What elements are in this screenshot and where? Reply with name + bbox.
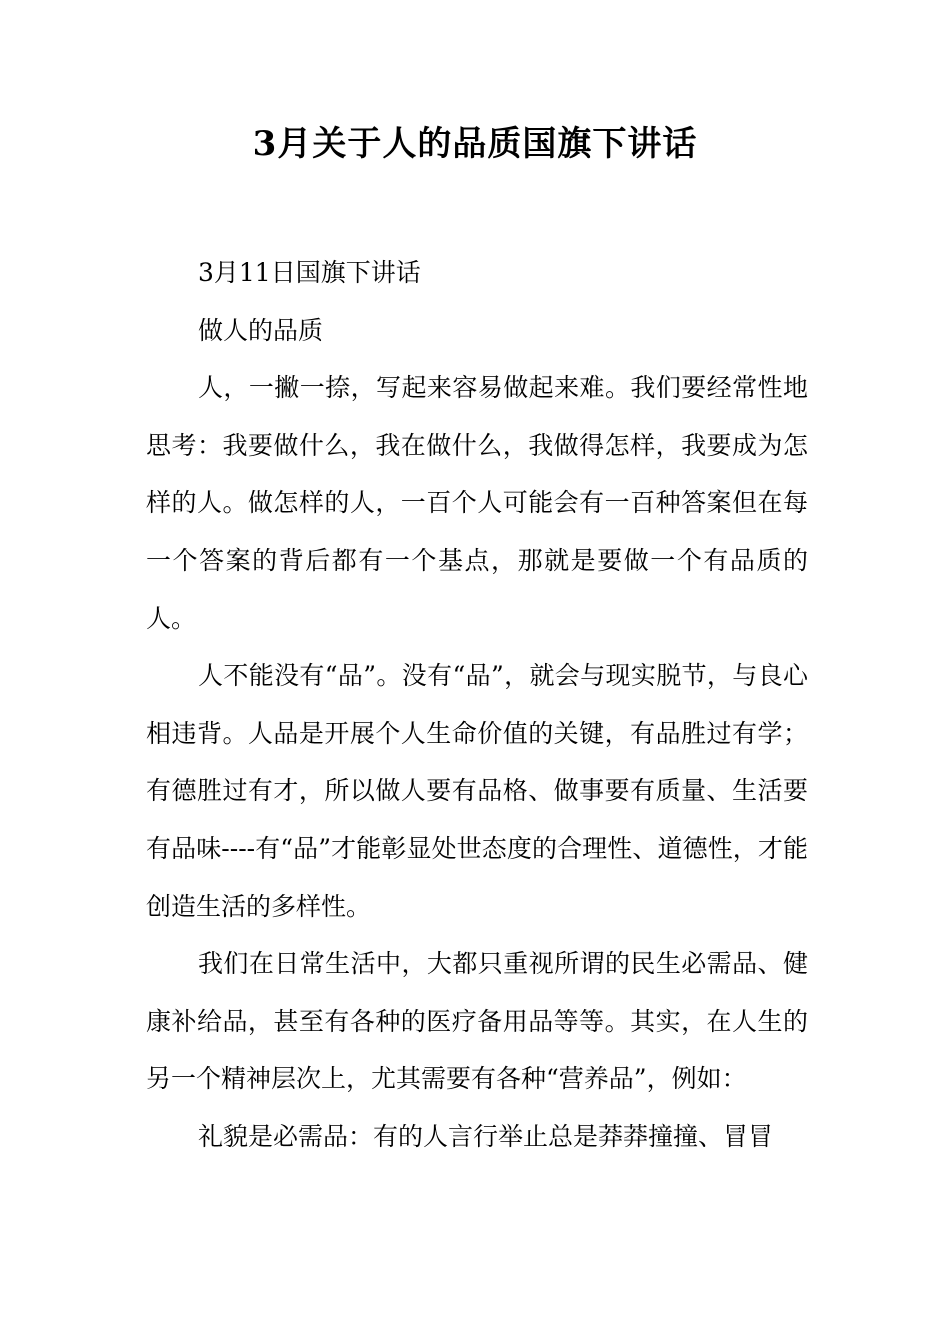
document-title: 3月关于人的品质国旗下讲话	[252, 124, 698, 164]
paragraph-date-line: 3月11日国旗下讲话	[198, 258, 421, 287]
paragraph-subtitle: 做人的品质	[198, 315, 324, 345]
paragraph: 礼貌是必需品：有的人言行举止总是莽莽撞撞、冒冒	[198, 1121, 774, 1151]
paragraph: 人，一撇一捺，写起来容易做起来难。我们要经常性地思考：我要做什么，我在做什么，我做得怎样，我要成为怎样的人。做怎样的人，一百个人可能会有一百种答案但在每一个答案的背后都有一个基点，那就是要做一个有品质的人。	[146, 373, 808, 633]
document-body	[146, 244, 808, 1166]
paragraph: 我们在日常生活中，大都只重视所谓的民生必需品、健康补给品，甚至有各种的医疗备用品等等。其实，在人生的另一个精神层次上，尤其需要有各种“营养品”，例如：	[146, 949, 808, 1094]
paragraph: 人不能没有“品”。没有“品”，就会与现实脱节，与良心相违背。人品是开展个人生命价值的关键，有品胜过有学；有德胜过有才，所以做人要有品格、做事要有质量、生活要有品味----有“品”才能彰显处世态度的合理性、道德性，才能创造生活的多样性。	[146, 661, 808, 921]
